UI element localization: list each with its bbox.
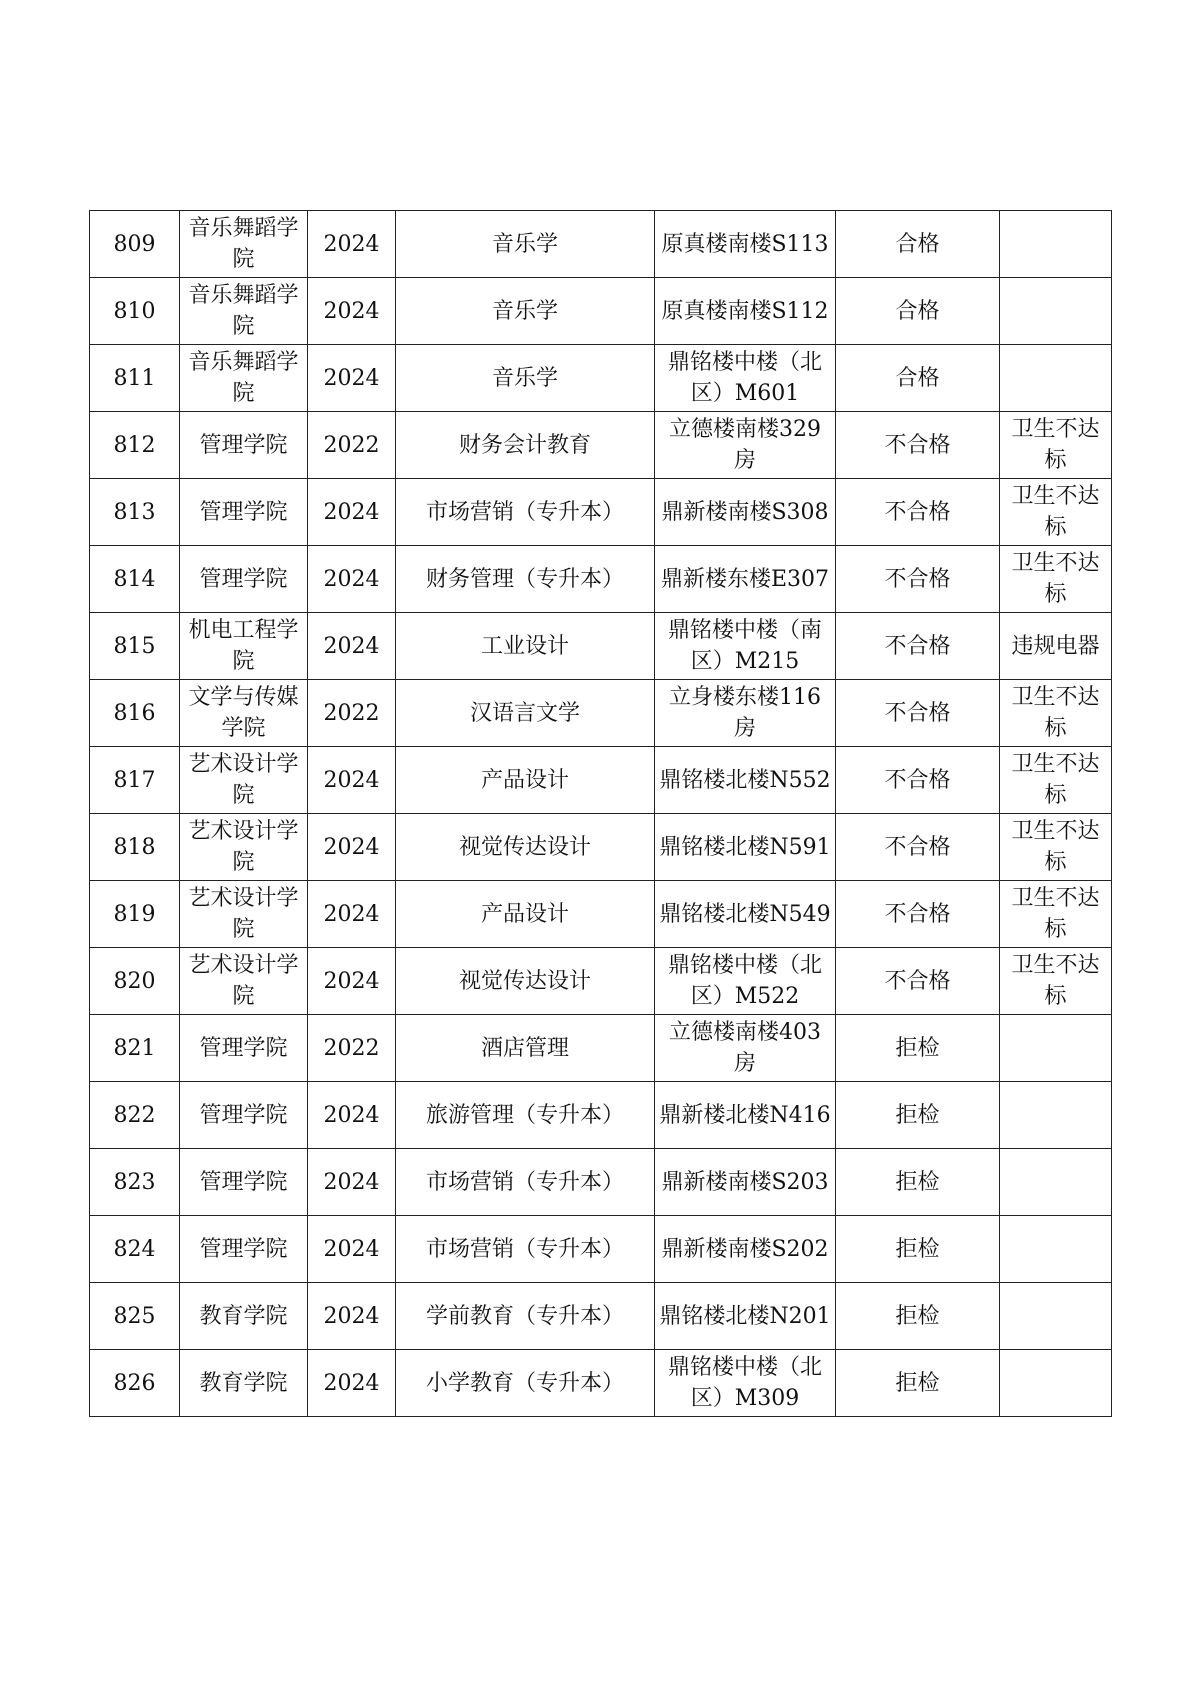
room-cell-text: 鼎新楼南楼S203 [661, 1169, 829, 1195]
year-cell [308, 1216, 396, 1283]
row-number-cell-text: 824 [113, 1236, 156, 1262]
year-cell-text: 2024 [323, 365, 380, 391]
room-cell-text: 鼎新楼东楼E307 [660, 566, 830, 592]
room-cell [655, 747, 836, 814]
note-cell [1000, 680, 1112, 747]
college-cell [180, 345, 308, 412]
note-cell [1000, 546, 1112, 613]
note-cell [1000, 1350, 1112, 1417]
result-cell [836, 278, 1000, 345]
result-cell [836, 948, 1000, 1015]
college-cell [180, 881, 308, 948]
row-number-cell-text: 818 [113, 834, 156, 860]
note-cell [1000, 345, 1112, 412]
result-cell-text: 拒检 [895, 1303, 940, 1329]
table-row [90, 1216, 1112, 1283]
college-cell [180, 613, 308, 680]
year-cell [308, 613, 396, 680]
row-number-cell-text: 813 [113, 499, 156, 525]
major-cell-text: 产品设计 [480, 767, 569, 793]
room-cell [655, 211, 836, 278]
major-cell-text: 学前教育（专升本） [425, 1303, 624, 1329]
major-cell [396, 680, 655, 747]
row-number-cell [90, 747, 180, 814]
row-number-cell [90, 1283, 180, 1350]
note-cell [1000, 1216, 1112, 1283]
room-cell [655, 546, 836, 613]
room-cell-text: 原真楼南楼S112 [661, 298, 829, 324]
college-cell [180, 680, 308, 747]
row-number-cell [90, 1149, 180, 1216]
year-cell-text: 2024 [323, 1303, 380, 1329]
room-cell [655, 1216, 836, 1283]
table-row [90, 1283, 1112, 1350]
college-cell-text: 教育学院 [199, 1370, 288, 1396]
college-cell [180, 948, 308, 1015]
note-cell [1000, 613, 1112, 680]
result-cell [836, 1015, 1000, 1082]
row-number-cell-text: 820 [113, 968, 156, 994]
note-cell [1000, 814, 1112, 881]
major-cell-text: 汉语言文学 [469, 700, 580, 726]
major-cell-text: 市场营销（专升本） [425, 499, 624, 525]
note-cell [1000, 412, 1112, 479]
note-cell [1000, 881, 1112, 948]
table-body [90, 211, 1112, 1417]
room-cell-text: 鼎铭楼北楼N549 [659, 901, 831, 927]
room-cell [655, 1082, 836, 1149]
year-cell-text: 2024 [323, 834, 380, 860]
year-cell [308, 1082, 396, 1149]
college-cell-text: 教育学院 [199, 1303, 288, 1329]
year-cell-text: 2024 [323, 298, 380, 324]
year-cell [308, 278, 396, 345]
note-cell-text: 卫生不达标 [1011, 752, 1100, 808]
college-cell-text: 艺术设计学院 [188, 886, 299, 942]
table-row [90, 1149, 1112, 1216]
row-number-cell [90, 948, 180, 1015]
table-row [90, 278, 1112, 345]
row-number-cell [90, 211, 180, 278]
major-cell [396, 948, 655, 1015]
result-cell [836, 814, 1000, 881]
year-cell [308, 1283, 396, 1350]
row-number-cell [90, 1350, 180, 1417]
row-number-cell-text: 814 [113, 566, 156, 592]
note-cell [1000, 1015, 1112, 1082]
row-number-cell-text: 822 [113, 1102, 156, 1128]
table-row [90, 546, 1112, 613]
major-cell [396, 412, 655, 479]
row-number-cell [90, 1015, 180, 1082]
year-cell-text: 2024 [323, 633, 380, 659]
year-cell [308, 747, 396, 814]
year-cell-text: 2022 [323, 700, 380, 726]
result-cell-text: 拒检 [895, 1035, 940, 1061]
year-cell-text: 2024 [323, 767, 380, 793]
row-number-cell-text: 826 [113, 1370, 156, 1396]
major-cell [396, 613, 655, 680]
row-number-cell-text: 819 [113, 901, 156, 927]
result-cell-text: 不合格 [884, 499, 951, 525]
major-cell-text: 财务会计教育 [458, 432, 591, 458]
room-cell-text: 立德楼南楼403房 [669, 1020, 821, 1076]
result-cell-text: 合格 [895, 298, 940, 324]
result-cell-text: 不合格 [884, 968, 951, 994]
year-cell-text: 2022 [323, 432, 380, 458]
note-cell-text: 卫生不达标 [1011, 551, 1100, 607]
table-row [90, 1350, 1112, 1417]
result-cell [836, 1216, 1000, 1283]
room-cell [655, 1149, 836, 1216]
note-cell-text: 卫生不达标 [1011, 484, 1100, 540]
room-cell [655, 1283, 836, 1350]
note-cell [1000, 479, 1112, 546]
result-cell [836, 1082, 1000, 1149]
major-cell-text: 工业设计 [480, 633, 569, 659]
year-cell-text: 2024 [323, 231, 380, 257]
major-cell [396, 814, 655, 881]
table-row [90, 1015, 1112, 1082]
major-cell [396, 881, 655, 948]
note-cell [1000, 948, 1112, 1015]
room-cell-text: 原真楼南楼S113 [661, 231, 829, 257]
note-cell [1000, 1082, 1112, 1149]
row-number-cell [90, 680, 180, 747]
college-cell-text: 管理学院 [199, 499, 288, 525]
table-row [90, 613, 1112, 680]
result-cell-text: 拒检 [895, 1236, 940, 1262]
result-cell-text: 拒检 [895, 1370, 940, 1396]
table-row [90, 479, 1112, 546]
note-cell-text: 卫生不达标 [1011, 417, 1100, 473]
major-cell-text: 财务管理（专升本） [425, 566, 624, 592]
college-cell [180, 747, 308, 814]
college-cell [180, 211, 308, 278]
note-cell [1000, 278, 1112, 345]
table-row [90, 211, 1112, 278]
result-cell-text: 不合格 [884, 834, 951, 860]
room-cell-text: 鼎铭楼中楼（北区）M522 [667, 953, 822, 1009]
college-cell-text: 管理学院 [199, 1035, 288, 1061]
room-cell [655, 814, 836, 881]
result-cell [836, 211, 1000, 278]
college-cell-text: 文学与传媒学院 [188, 685, 299, 741]
year-cell [308, 1350, 396, 1417]
table-row [90, 814, 1112, 881]
table-row [90, 680, 1112, 747]
result-cell [836, 479, 1000, 546]
row-number-cell [90, 814, 180, 881]
major-cell-text: 市场营销（专升本） [425, 1169, 624, 1195]
note-cell-text: 卫生不达标 [1011, 886, 1100, 942]
college-cell-text: 音乐舞蹈学院 [188, 216, 299, 272]
college-cell-text: 音乐舞蹈学院 [188, 283, 299, 339]
college-cell-text: 音乐舞蹈学院 [188, 350, 299, 406]
result-cell [836, 546, 1000, 613]
college-cell [180, 412, 308, 479]
row-number-cell-text: 817 [113, 767, 156, 793]
row-number-cell [90, 412, 180, 479]
year-cell [308, 1015, 396, 1082]
room-cell [655, 881, 836, 948]
college-cell-text: 管理学院 [199, 1169, 288, 1195]
major-cell-text: 音乐学 [491, 365, 558, 391]
result-cell-text: 不合格 [884, 700, 951, 726]
room-cell-text: 鼎新楼北楼N416 [659, 1102, 831, 1128]
major-cell [396, 1283, 655, 1350]
result-cell-text: 不合格 [884, 566, 951, 592]
table-row [90, 412, 1112, 479]
result-cell [836, 1283, 1000, 1350]
college-cell [180, 278, 308, 345]
result-cell [836, 613, 1000, 680]
result-cell-text: 不合格 [884, 633, 951, 659]
year-cell [308, 814, 396, 881]
major-cell [396, 479, 655, 546]
result-cell-text: 拒检 [895, 1102, 940, 1128]
college-cell-text: 艺术设计学院 [188, 953, 299, 1009]
year-cell-text: 2024 [323, 1169, 380, 1195]
college-cell-text: 艺术设计学院 [188, 819, 299, 875]
row-number-cell [90, 278, 180, 345]
year-cell-text: 2024 [323, 499, 380, 525]
year-cell [308, 1149, 396, 1216]
college-cell [180, 1283, 308, 1350]
room-cell-text: 立德楼南楼329房 [669, 417, 821, 473]
room-cell [655, 479, 836, 546]
result-cell [836, 1149, 1000, 1216]
major-cell [396, 1015, 655, 1082]
row-number-cell-text: 825 [113, 1303, 156, 1329]
year-cell-text: 2024 [323, 1102, 380, 1128]
result-cell-text: 合格 [895, 365, 940, 391]
year-cell [308, 412, 396, 479]
college-cell [180, 1350, 308, 1417]
college-cell [180, 1082, 308, 1149]
college-cell [180, 1216, 308, 1283]
row-number-cell-text: 816 [113, 700, 156, 726]
result-cell-text: 不合格 [884, 432, 951, 458]
major-cell [396, 1350, 655, 1417]
college-cell [180, 1149, 308, 1216]
year-cell [308, 479, 396, 546]
room-cell-text: 鼎铭楼北楼N201 [659, 1303, 831, 1329]
note-cell-text: 卫生不达标 [1011, 819, 1100, 875]
result-cell [836, 747, 1000, 814]
college-cell-text: 管理学院 [199, 1102, 288, 1128]
major-cell [396, 1082, 655, 1149]
row-number-cell-text: 815 [113, 633, 156, 659]
major-cell [396, 211, 655, 278]
room-cell-text: 鼎铭楼中楼（北区）M309 [667, 1355, 822, 1411]
row-number-cell [90, 1216, 180, 1283]
result-cell-text: 不合格 [884, 767, 951, 793]
row-number-cell [90, 479, 180, 546]
note-cell-text: 卫生不达标 [1011, 953, 1100, 1009]
result-cell-text: 不合格 [884, 901, 951, 927]
room-cell [655, 278, 836, 345]
result-cell [836, 680, 1000, 747]
year-cell [308, 881, 396, 948]
major-cell-text: 旅游管理（专升本） [425, 1102, 624, 1128]
table-row [90, 1082, 1112, 1149]
college-cell-text: 管理学院 [199, 566, 288, 592]
row-number-cell-text: 811 [113, 365, 156, 391]
major-cell-text: 酒店管理 [480, 1035, 569, 1061]
year-cell [308, 211, 396, 278]
year-cell-text: 2024 [323, 1236, 380, 1262]
year-cell-text: 2024 [323, 566, 380, 592]
college-cell-text: 管理学院 [199, 432, 288, 458]
major-cell [396, 747, 655, 814]
year-cell-text: 2024 [323, 901, 380, 927]
room-cell-text: 鼎铭楼中楼（南区）M215 [667, 618, 822, 674]
result-cell [836, 881, 1000, 948]
college-cell [180, 1015, 308, 1082]
row-number-cell [90, 546, 180, 613]
college-cell-text: 管理学院 [199, 1236, 288, 1262]
major-cell-text: 视觉传达设计 [458, 968, 591, 994]
row-number-cell-text: 821 [113, 1035, 156, 1061]
year-cell-text: 2024 [323, 1370, 380, 1396]
room-cell-text: 立身楼东楼116房 [669, 685, 821, 741]
major-cell [396, 1149, 655, 1216]
major-cell [396, 546, 655, 613]
note-cell-text: 违规电器 [1011, 633, 1100, 659]
result-cell [836, 1350, 1000, 1417]
room-cell [655, 680, 836, 747]
major-cell [396, 1216, 655, 1283]
result-cell [836, 412, 1000, 479]
year-cell-text: 2024 [323, 968, 380, 994]
room-cell-text: 鼎新楼南楼S308 [661, 499, 829, 525]
result-cell-text: 合格 [895, 231, 940, 257]
table-row [90, 881, 1112, 948]
result-cell [836, 345, 1000, 412]
major-cell-text: 音乐学 [491, 231, 558, 257]
year-cell [308, 345, 396, 412]
year-cell [308, 680, 396, 747]
row-number-cell [90, 1082, 180, 1149]
table-row [90, 345, 1112, 412]
room-cell-text: 鼎铭楼北楼N591 [659, 834, 831, 860]
year-cell-text: 2022 [323, 1035, 380, 1061]
row-number-cell-text: 809 [113, 231, 156, 257]
college-cell [180, 546, 308, 613]
room-cell [655, 412, 836, 479]
row-number-cell [90, 613, 180, 680]
room-cell-text: 鼎铭楼北楼N552 [659, 767, 831, 793]
major-cell-text: 小学教育（专升本） [425, 1370, 624, 1396]
row-number-cell-text: 810 [113, 298, 156, 324]
major-cell-text: 产品设计 [480, 901, 569, 927]
room-cell [655, 345, 836, 412]
note-cell [1000, 747, 1112, 814]
year-cell [308, 948, 396, 1015]
room-cell [655, 948, 836, 1015]
room-cell-text: 鼎新楼南楼S202 [661, 1236, 829, 1262]
major-cell-text: 市场营销（专升本） [425, 1236, 624, 1262]
college-cell [180, 479, 308, 546]
note-cell [1000, 1283, 1112, 1350]
result-cell-text: 拒检 [895, 1169, 940, 1195]
college-cell [180, 814, 308, 881]
major-cell-text: 视觉传达设计 [458, 834, 591, 860]
note-cell [1000, 1149, 1112, 1216]
dormitory-inspection-table [89, 210, 1112, 1417]
row-number-cell [90, 881, 180, 948]
note-cell-text: 卫生不达标 [1011, 685, 1100, 741]
room-cell [655, 1350, 836, 1417]
major-cell [396, 345, 655, 412]
major-cell [396, 278, 655, 345]
room-cell [655, 1015, 836, 1082]
college-cell-text: 机电工程学院 [188, 618, 299, 674]
row-number-cell-text: 823 [113, 1169, 156, 1195]
note-cell [1000, 211, 1112, 278]
table-row [90, 747, 1112, 814]
year-cell [308, 546, 396, 613]
major-cell-text: 音乐学 [491, 298, 558, 324]
table-row [90, 948, 1112, 1015]
room-cell-text: 鼎铭楼中楼（北区）M601 [667, 350, 822, 406]
room-cell [655, 613, 836, 680]
row-number-cell-text: 812 [113, 432, 156, 458]
row-number-cell [90, 345, 180, 412]
college-cell-text: 艺术设计学院 [188, 752, 299, 808]
